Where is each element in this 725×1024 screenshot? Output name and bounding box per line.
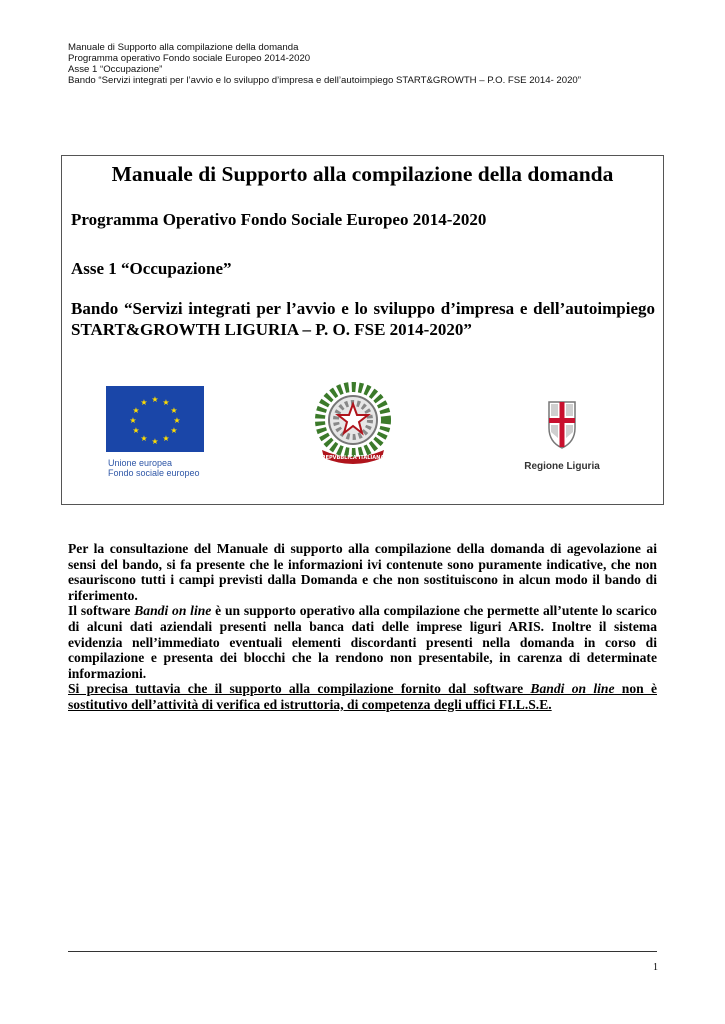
paragraph-3-start: Si precisa tuttavia che il supporto alla compilazione fornito dal software [68, 681, 531, 697]
running-header [68, 42, 668, 86]
svg-text:★: ★ [132, 426, 140, 435]
paragraph-2 [68, 603, 657, 681]
paragraph-3-end: non è sostitutivo dell’attività di verifica ed istruttoria, di competenza degli uffici FI.L.S.E. [68, 681, 657, 712]
svg-text:★: ★ [129, 416, 137, 425]
svg-text:★: ★ [170, 406, 178, 415]
call-title: Bando “Servizi integrati per l’avvio e lo sviluppo d’impresa e dell’autoimpiego START&GROWTH LIGURIA – P. O. FSE 2014-2020” [71, 299, 655, 339]
svg-text:★: ★ [140, 398, 148, 407]
software-name: Bandi on line [134, 603, 212, 619]
eu-logo [106, 386, 204, 478]
header-line-3: Asse 1 “Occupazione” [68, 64, 163, 75]
footer-divider [68, 951, 657, 952]
paragraph-2-end: è un supporto operativo alla compilazione che permette all’utente lo scarico di alcuni dati aziendali presenti nella banca dati delle imprese liguri ARIS. Inoltre il sistema evidenzia nell’immediato eventuali elementi discordanti presenti nella domanda in corso di compilazione e presenta dei blocchi che la rendono non presentabile, in carenza di determinate informazioni. [68, 603, 657, 681]
svg-text:★: ★ [173, 416, 181, 425]
axis-title: Asse 1 “Occupazione” [71, 259, 232, 278]
page-number: 1 [653, 962, 658, 973]
liguria-crest-icon [517, 398, 607, 450]
svg-text:★: ★ [151, 437, 159, 446]
emblem-ribbon-text: REPVBBLICA ITALIANA [321, 455, 385, 461]
italian-republic-emblem-icon [308, 378, 398, 468]
eu-caption-line-1: Unione europea [108, 458, 173, 468]
header-line-1: Manuale di Supporto alla compilazione della domanda [68, 42, 299, 53]
regione-liguria-logo [517, 398, 607, 472]
svg-text:★: ★ [170, 426, 178, 435]
eu-caption-line-2: Fondo sociale europeo [108, 468, 200, 478]
programme-title: Programma Operativo Fondo Sociale Europeo 2014-2020 [71, 210, 487, 229]
paragraph-1: Per la consultazione del Manuale di supporto alla compilazione della domanda di agevolazione ai sensi del bando, si fa presente che le informazioni ivi contenute sono puramente indicative, che non esauriscono tutti i campi previsti dalla Domanda e che non sostituiscono in alcun modo il bando di riferimento. [68, 541, 657, 603]
region-label: Regione Liguria [524, 461, 600, 472]
title-box [61, 155, 664, 505]
software-name-2: Bandi on line [530, 681, 615, 697]
svg-text:★: ★ [162, 398, 170, 407]
svg-text:★: ★ [151, 395, 159, 404]
paragraph-3 [68, 681, 657, 712]
paragraph-2-start: Il software [68, 603, 135, 619]
logo-row [62, 378, 665, 488]
header-line-4: Bando “Servizi integrati per l’avvio e lo sviluppo d’impresa e dell’autoimpiego START&GROWTH – P.O. FSE 2014- 2020” [68, 75, 581, 86]
header-line-2: Programma operativo Fondo sociale Europeo 2014-2020 [68, 53, 311, 64]
svg-text:★: ★ [140, 434, 148, 443]
svg-text:★: ★ [132, 406, 140, 415]
document-title: Manuale di Supporto alla compilazione della domanda [111, 162, 614, 186]
svg-text:★: ★ [162, 434, 170, 443]
disclaimer-text [68, 541, 657, 713]
eu-flag-icon [106, 386, 204, 452]
